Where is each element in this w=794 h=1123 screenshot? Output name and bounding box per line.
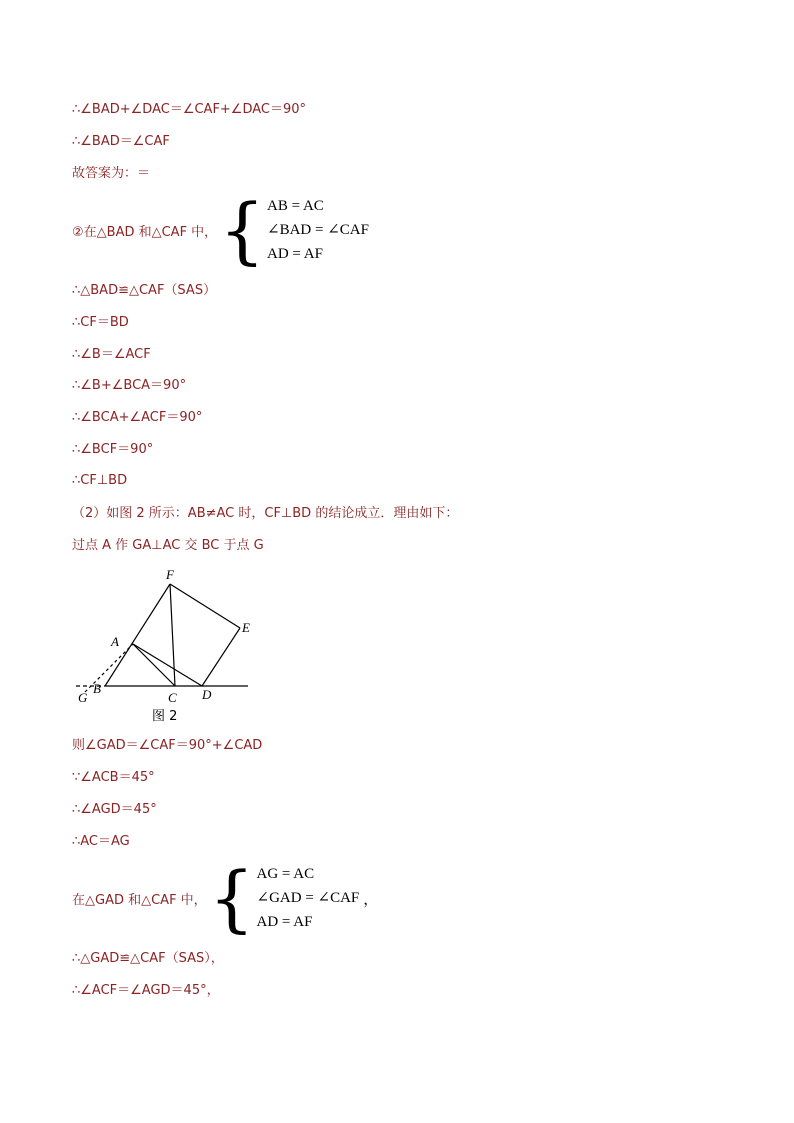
- equation-system-2: [72, 856, 379, 940]
- segment-ed: [202, 628, 240, 686]
- proof-line: ∴CF＝BD: [72, 315, 129, 330]
- label-d: D: [202, 687, 212, 702]
- system-equations: [267, 194, 369, 266]
- proof-line: ∴∠AGD＝45°: [72, 802, 157, 817]
- proof-line: ∴AC＝AG: [72, 834, 130, 849]
- segment-ac: [133, 644, 175, 686]
- segment-fc: [170, 584, 175, 686]
- equation-system-1: [72, 188, 369, 272]
- answer-line: 故答案为：＝: [72, 166, 151, 181]
- proof-line: ∴∠BAD＝∠CAF: [72, 134, 170, 149]
- proof-line: ∴CF⊥BD: [72, 473, 128, 488]
- system-label: 在△GAD 和△CAF 中，: [72, 892, 207, 908]
- left-brace: {: [219, 188, 265, 272]
- left-brace: {: [208, 856, 255, 940]
- system-equation: ∠GAD = ∠CAF: [256, 890, 360, 906]
- segment-fe: [170, 584, 240, 628]
- label-b: B: [93, 681, 101, 696]
- proof-line: ∴∠B+∠BCA＝90°: [72, 378, 187, 393]
- proof-line: ∴△GAD≌△CAF（SAS），: [72, 951, 224, 966]
- figure-caption: 图 2: [152, 709, 178, 724]
- proof-line: ∵∠ACB＝45°: [72, 770, 155, 785]
- label-a: A: [111, 634, 119, 649]
- geometry-figure: [60, 562, 280, 727]
- proof-line: 则∠GAD＝∠CAF＝90°+∠CAD: [72, 738, 263, 753]
- proof-line: ∴∠B＝∠ACF: [72, 347, 151, 362]
- proof-line: ∴∠BAD+∠DAC＝∠CAF+∠DAC＝90°: [72, 102, 307, 117]
- system-label: ②在△BAD 和△CAF 中，: [72, 224, 218, 240]
- label-c: C: [168, 690, 177, 705]
- segment-ad: [133, 644, 202, 686]
- label-e: E: [242, 620, 250, 635]
- system-equation: AD = AF: [256, 914, 313, 930]
- proof-line: ∴∠ACF＝∠AGD＝45°，: [72, 983, 220, 998]
- label-g: G: [78, 690, 88, 705]
- system-equations: [257, 862, 360, 934]
- proof-line: ∴∠BCA+∠ACF＝90°: [72, 410, 203, 425]
- part2-line: （2）如图 2 所示：AB≠AC 时，CF⊥BD 的结论成立．理由如下：: [72, 506, 459, 521]
- label-f: F: [166, 567, 174, 582]
- system-trailing-comma: ，: [363, 891, 379, 908]
- system-equation: AB = AC: [267, 198, 324, 214]
- proof-line: ∴∠BCF＝90°: [72, 442, 154, 457]
- proof-line: ∴△BAD≌△CAF（SAS）: [72, 283, 217, 298]
- construct-line: 过点 A 作 GA⊥AC 交 BC 于点 G: [72, 538, 264, 553]
- system-equation: ∠BAD = ∠CAF: [267, 222, 369, 238]
- system-equation: AG = AC: [256, 866, 315, 882]
- system-equation: AD = AF: [267, 246, 323, 262]
